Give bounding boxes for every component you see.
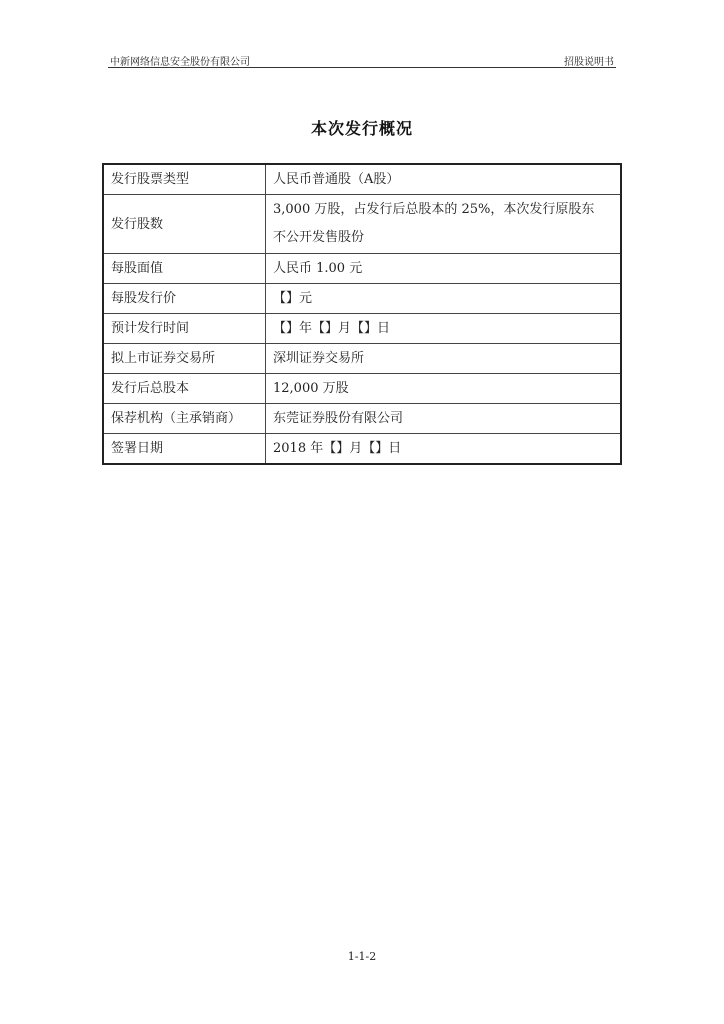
table-row (103, 344, 621, 374)
table-row (103, 314, 621, 344)
row-label: 发行股票类型 (103, 164, 266, 195)
row-value: 深圳证券交易所 (266, 344, 622, 374)
row-value (266, 195, 622, 254)
header-document-type: 招股说明书 (564, 57, 614, 68)
table-row (103, 374, 621, 404)
row-value: 2018 年【】月【】日 (266, 434, 622, 465)
table-row (103, 434, 621, 465)
table-row (103, 404, 621, 434)
row-label: 签署日期 (103, 434, 266, 465)
header-company-name: 中新网络信息安全股份有限公司 (110, 57, 250, 68)
row-label: 发行股数 (103, 195, 266, 254)
row-value-line: 3,000 万股，占发行后总股本的 25%，本次发行原股东 (273, 202, 595, 217)
row-value: 【】年【】月【】日 (266, 314, 622, 344)
page-header (108, 50, 616, 68)
table-row (103, 164, 621, 195)
row-value: 12,000 万股 (266, 374, 622, 404)
row-label: 每股发行价 (103, 284, 266, 314)
row-value-line: 不公开发售股份 (273, 230, 365, 245)
row-value: 人民币 1.00 元 (266, 254, 622, 284)
row-value: 【】元 (266, 284, 622, 314)
table-row (103, 284, 621, 314)
row-value: 东莞证券股份有限公司 (266, 404, 622, 434)
page-title: 本次发行概况 (310, 119, 413, 138)
row-value: 人民币普通股（A股） (266, 164, 622, 195)
row-label: 拟上市证券交易所 (103, 344, 266, 374)
row-label: 保荐机构（主承销商） (103, 404, 266, 434)
page-number: 1-1-2 (347, 950, 377, 963)
row-label: 每股面值 (103, 254, 266, 284)
offering-summary-table (102, 163, 622, 465)
row-label: 预计发行时间 (103, 314, 266, 344)
row-label: 发行后总股本 (103, 374, 266, 404)
table-row (103, 195, 621, 254)
table-row (103, 254, 621, 284)
